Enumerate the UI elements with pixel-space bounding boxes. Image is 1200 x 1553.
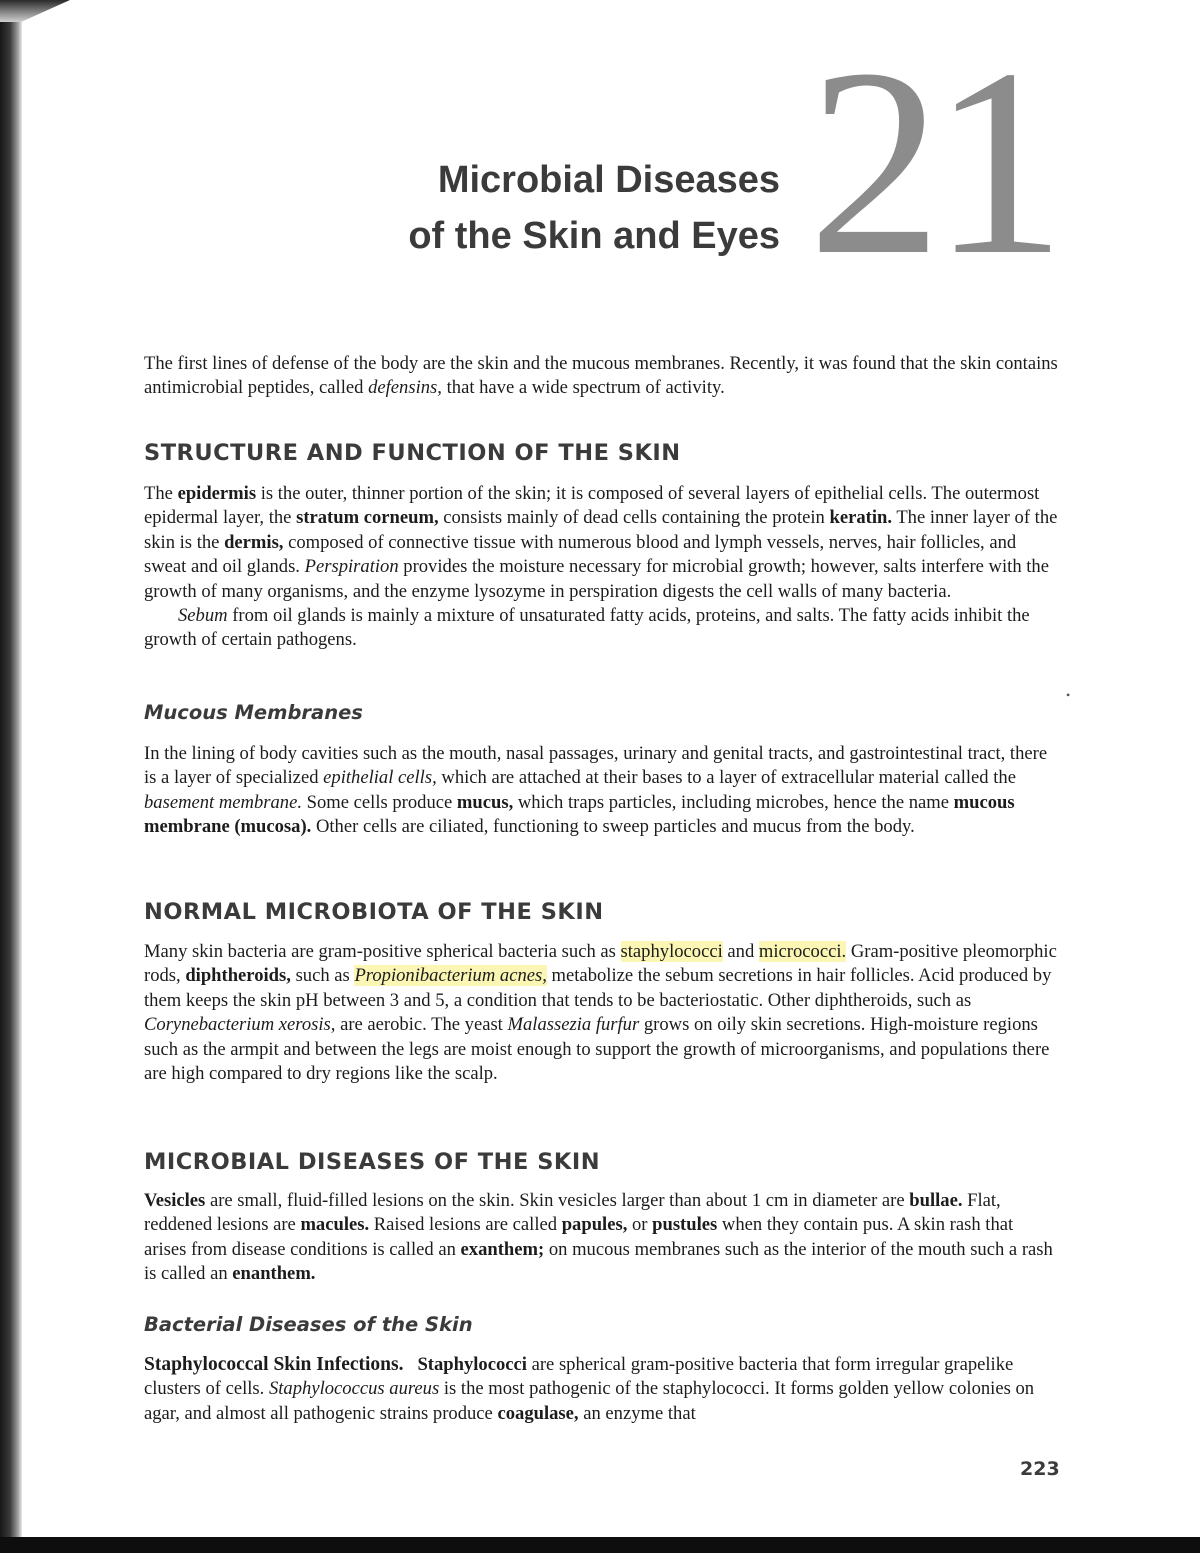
scan-bottom-edge — [0, 1537, 1200, 1553]
staph-paragraph: Staphylococcal Skin Infections. Staphylococci are spherical gram-positive bacteria that form irregular grapelike clusters of cells. Staphylococcus aureus is the most pathogenic of the staphylococci. It forms golden yellow colonies on agar, and almost all pathogenic strains produce coagulase, an enzyme that — [144, 1354, 1035, 1424]
section-heading-diseases: MICROBIAL DISEASES OF THE SKIN — [144, 1149, 601, 1175]
chapter-title-line-2: of the Skin and Eyes — [408, 215, 780, 257]
structure-body — [144, 482, 1060, 653]
diseases-paragraph: Vesicles are small, fluid-filled lesions on the skin. Skin vesicles larger than about 1 cm in diameter are bullae. Flat, reddened lesions are macules. Raised lesions are called papules, or pustules when they contain pus. A skin rash that arises from disease conditions is called an exanthem; on mucous membranes such as the interior of the mouth such a rash is called an enanthem. — [144, 1190, 1053, 1285]
subsection-heading-bacterial: Bacterial Diseases of the Skin — [144, 1313, 473, 1336]
chapter-title-line-1: Microbial Diseases — [437, 159, 780, 201]
structure-paragraph-1: The epidermis is the outer, thinner portion of the skin; it is composed of several layers of epithelial cells. The outermost epidermal layer, the stratum corneum, consists mainly of dead cells containing the protein keratin. The inner layer of the skin is the dermis, composed of connective tissue with numerous blood and lymph vessels, nerves, hair follicles, and sweat and oil glands. Perspiration provides the moisture necessary for microbial growth; however, salts interfere with the growth of many organisms, and the enzyme lysozyme in perspiration digests the cell walls of many bacteria. — [144, 483, 1058, 602]
chapter-number: 21 — [808, 13, 1056, 310]
structure-paragraph-2: Sebum from oil glands is mainly a mixture of unsaturated fatty acids, proteins, and salts. The fatty acids inhibit the growth of certain pathogens. — [144, 605, 1030, 651]
chapter-title — [408, 152, 780, 264]
section-heading-microbiota: NORMAL MICROBIOTA OF THE SKIN — [144, 899, 604, 925]
section-heading-structure: STRUCTURE AND FUNCTION OF THE SKIN — [144, 440, 681, 466]
mucous-paragraph: In the lining of body cavities such as the mouth, nasal passages, urinary and genital tracts, and gastrointestinal tract, there is a layer of specialized epithelial cells, which are attached at their bases to a layer of extracellular material called the basement membrane. Some cells produce mucus, which traps particles, including microbes, hence the name mucous membrane (mucosa). Other cells are ciliated, functioning to sweep particles and mucus from the body. — [144, 743, 1048, 838]
page-corner-shadow — [0, 0, 70, 22]
page-number: 223 — [1020, 1458, 1060, 1480]
book-binding-shadow — [0, 0, 22, 1553]
microbiota-paragraph: Many skin bacteria are gram-positive spherical bacteria such as staphylococci and micrococci. Gram-positive pleomorphic rods, diphtheroids, such as Propionibacterium acnes, metabolize the sebum secretions in hair follicles. Acid produced by them keeps the skin pH between 3 and 5, a condition that tends to be bacteriostatic. Other diphtheroids, such as Corynebacterium xerosis, are aerobic. The yeast Malassezia furfur grows on oily skin secretions. High-moisture regions such as the armpit and between the legs are moist enough to support the growth of microorganisms, and populations there are high compared to dry regions like the scalp. — [144, 941, 1057, 1085]
intro-paragraph: The first lines of defense of the body are the skin and the mucous membranes. Recently, it was found that the skin contains antimicrobial peptides, called defensins, that have a wide spectrum of activity. — [144, 353, 1058, 399]
subsection-heading-mucous: Mucous Membranes — [144, 701, 363, 724]
run-in-heading: Staphylococcal Skin Infections. — [144, 1354, 404, 1375]
stray-mark: • — [1066, 688, 1071, 702]
